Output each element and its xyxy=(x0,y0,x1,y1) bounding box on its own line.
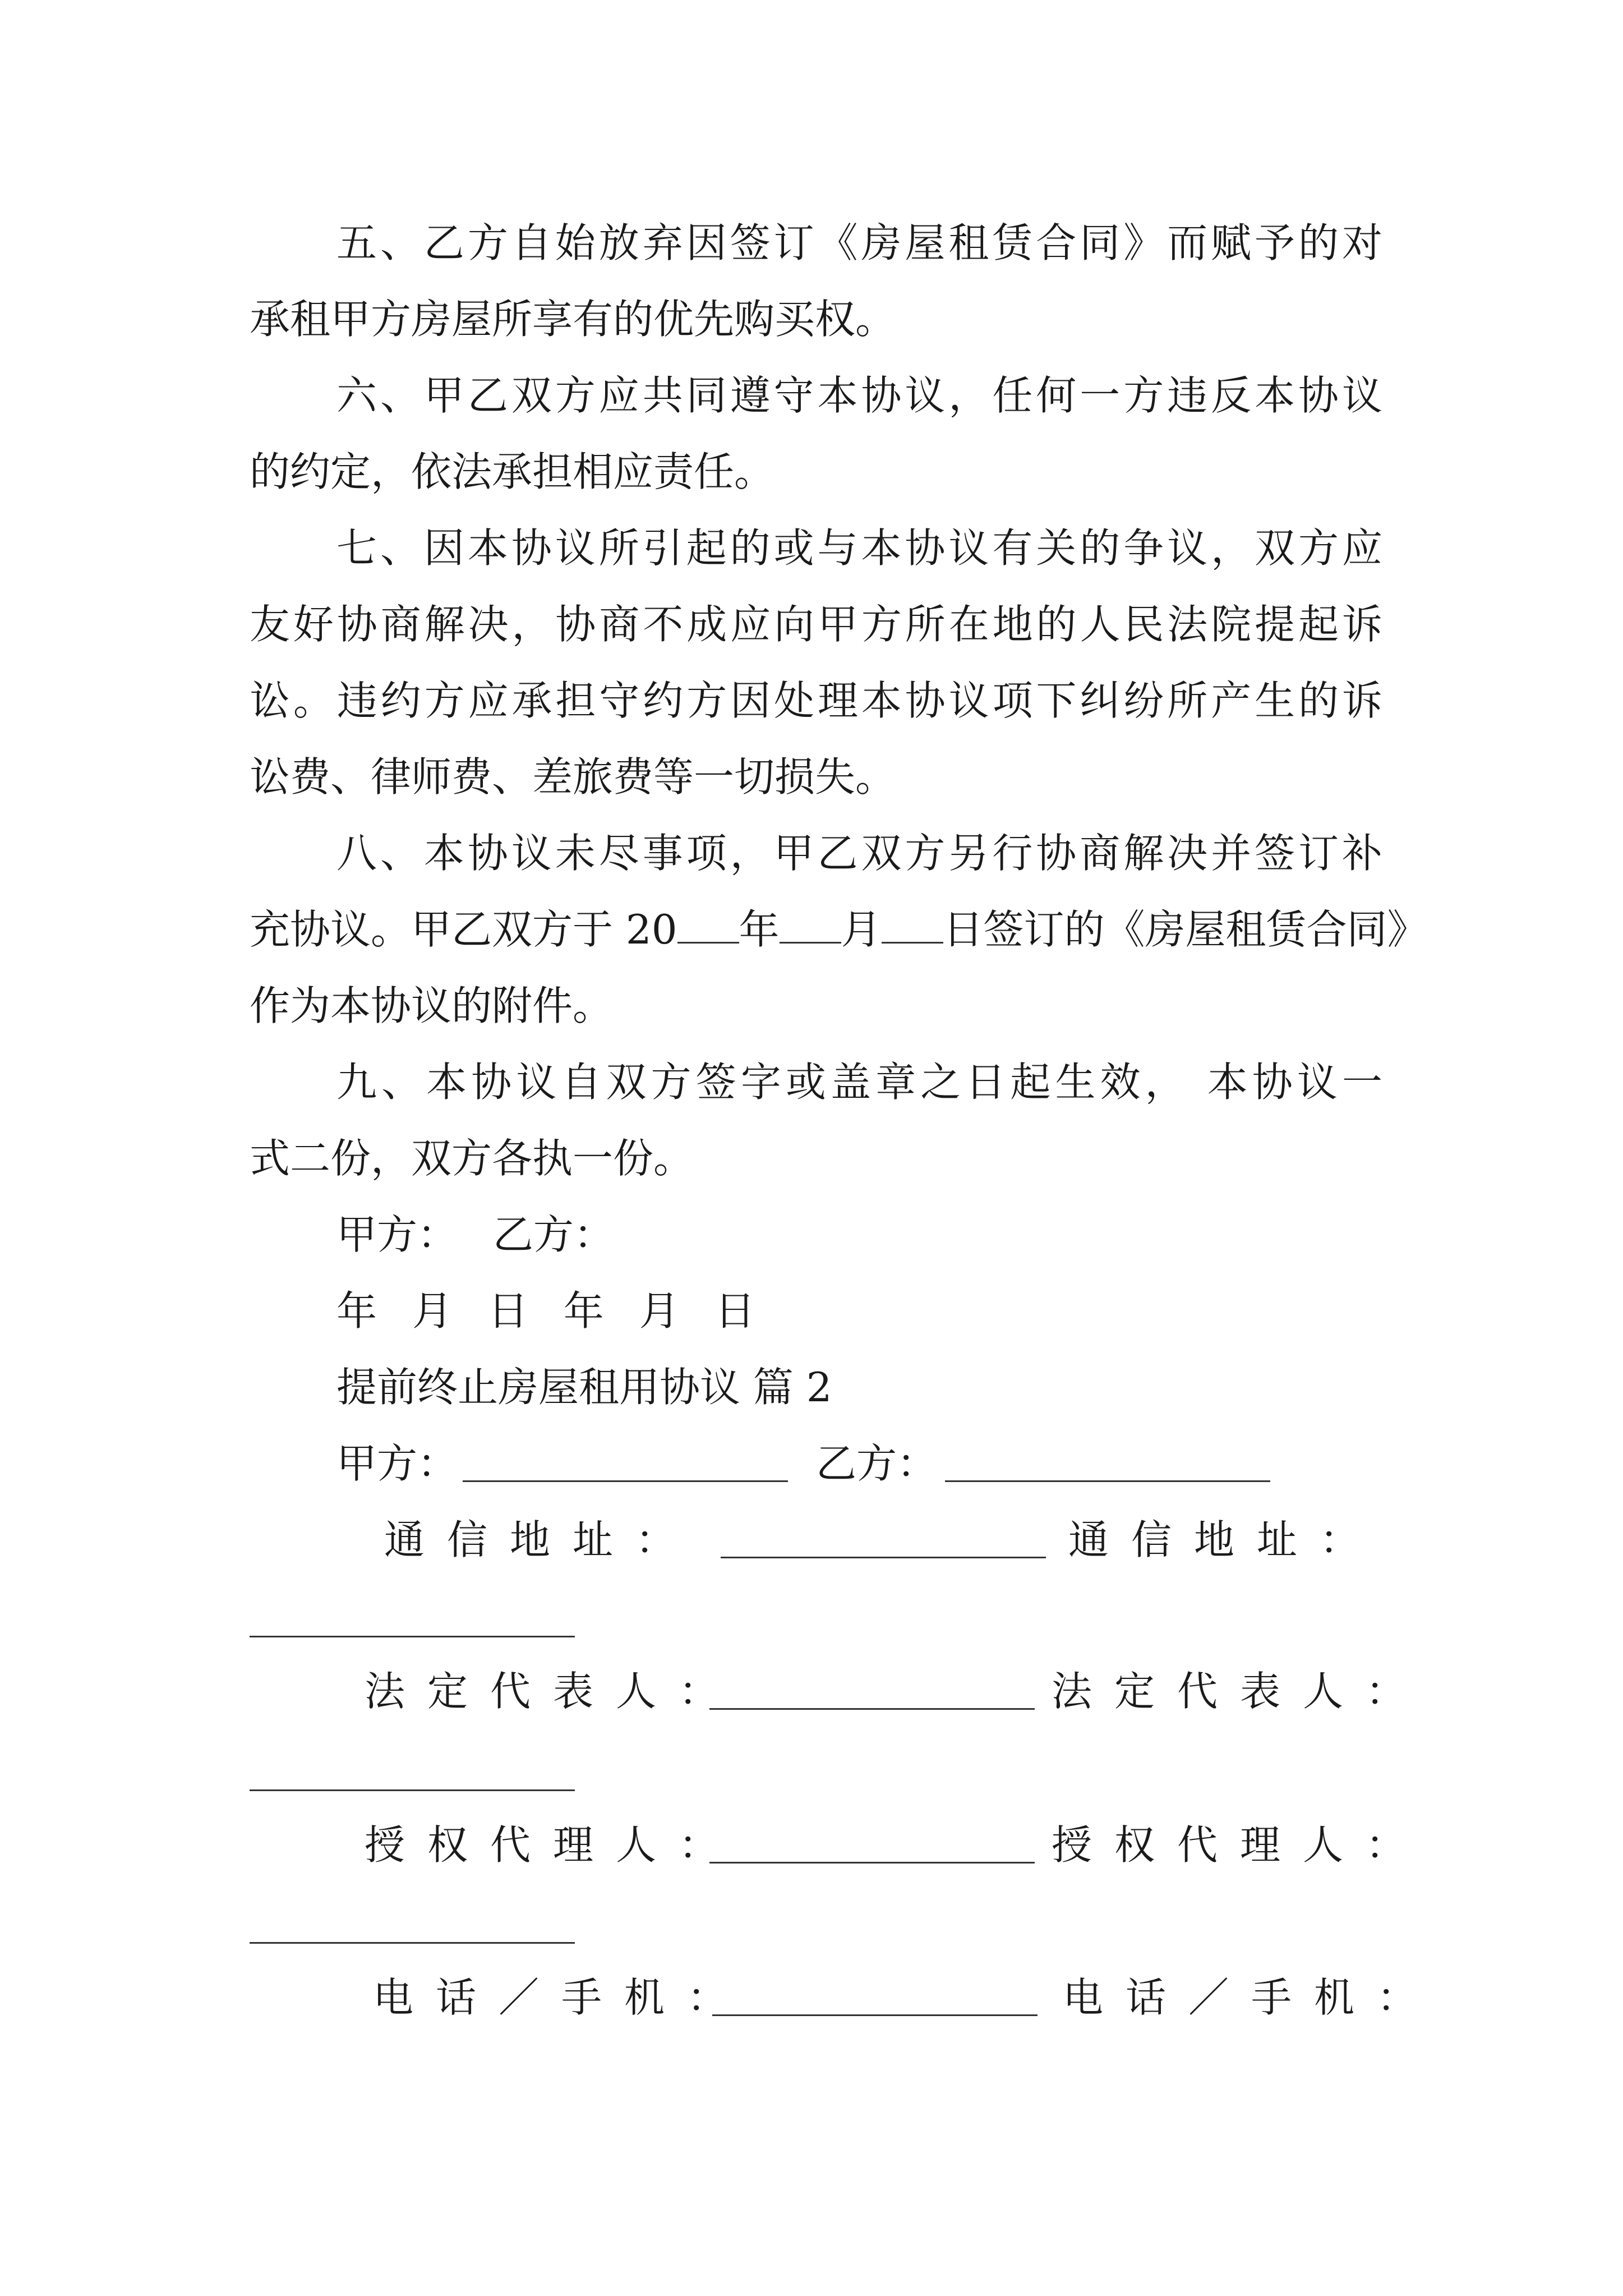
party-a-phone-label: 电话／手机： xyxy=(373,1974,750,2021)
party-b-legal-rep-blank xyxy=(250,1789,575,1791)
paragraph-7-line-2: 友好协商解决，协商不成应向甲方所在地的人民法院提起诉 xyxy=(250,601,1382,648)
paragraph-7-line-3: 讼。违约方应承担守约方因处理本协议项下纠纷所产生的诉 xyxy=(250,677,1382,724)
paragraph-8-text-a: 充协议。甲乙双方于 20 xyxy=(250,906,677,953)
paragraph-8-text-d: 日签订的《房屋租赁合同》 xyxy=(943,906,1428,953)
address-row xyxy=(250,1515,1382,1565)
party-a-agent-blank xyxy=(709,1820,1035,1864)
agent-row xyxy=(250,1820,1429,1870)
section-2-parties-row xyxy=(250,1438,1382,1489)
paragraph-6-line-1: 六、甲乙双方应共同遵守本协议，任何一方违反本协议 xyxy=(336,372,1382,419)
paragraph-8-line-1: 八、本协议未尽事项，甲乙双方另行协商解决并签订补 xyxy=(336,830,1382,877)
phone-row xyxy=(250,1972,1440,2023)
party-b-address-label: 通信地址： xyxy=(1068,1516,1383,1563)
party-a-legal-rep-blank xyxy=(709,1666,1035,1710)
date-a-day: 日 xyxy=(487,1287,528,1335)
party-b-agent-label: 授权代理人： xyxy=(1052,1821,1429,1869)
paragraph-5-line-1: 五、乙方自始放弃因签订《房屋租赁合同》而赋予的对 xyxy=(336,219,1382,266)
party-b-label: 乙方： xyxy=(492,1211,614,1258)
party-b-phone-label: 电话／手机： xyxy=(1063,1974,1440,2021)
legal-rep-row xyxy=(250,1666,1429,1717)
party-a-address-blank xyxy=(721,1515,1046,1558)
date-b-day: 日 xyxy=(714,1287,755,1335)
section-2-party-b-label: 乙方： xyxy=(816,1440,938,1487)
party-a-legal-rep-label: 法定代表人： xyxy=(365,1668,742,1715)
month-blank xyxy=(780,907,841,944)
paragraph-5-line-2: 承租甲方房屋所享有的优先购买权。 xyxy=(250,296,896,343)
date-a-year: 年 xyxy=(336,1287,377,1335)
party-a-address-label: 通信地址： xyxy=(384,1516,699,1563)
party-a-phone-blank xyxy=(712,1972,1038,2016)
section-2-party-a-label: 甲方： xyxy=(336,1440,458,1487)
year-blank xyxy=(677,907,739,944)
party-a-blank xyxy=(463,1438,788,1482)
party-b-blank xyxy=(945,1438,1270,1482)
paragraph-8-text-c: 月 xyxy=(841,906,882,953)
signature-dates xyxy=(336,1286,778,1336)
paragraph-9-line-2: 式二份，双方各执一份。 xyxy=(250,1135,694,1182)
paragraph-6-line-2: 的约定，依法承担相应责任。 xyxy=(250,448,775,495)
party-b-legal-rep-label: 法定代表人： xyxy=(1052,1668,1429,1715)
paragraph-8-line-3: 作为本协议的附件。 xyxy=(250,982,614,1029)
party-a-agent-label: 授权代理人： xyxy=(365,1821,742,1869)
paragraph-8-line-2 xyxy=(250,904,1428,955)
date-a-month: 月 xyxy=(412,1287,453,1335)
signature-parties xyxy=(336,1209,637,1260)
date-b-year: 年 xyxy=(563,1287,604,1335)
paragraph-7-line-1: 七、因本协议所引起的或与本协议有关的争议，双方应 xyxy=(336,524,1382,572)
day-blank xyxy=(882,907,943,944)
paragraph-8-text-b: 年 xyxy=(739,906,780,953)
party-b-agent-blank xyxy=(250,1942,575,1944)
paragraph-9-line-1: 九、本协议自双方签字或盖章之日起生效， 本协议一 xyxy=(336,1059,1382,1106)
section-2-title: 提前终止房屋租用协议 篇 2 xyxy=(336,1364,832,1411)
party-a-label: 甲方： xyxy=(336,1211,458,1258)
paragraph-7-line-4: 讼费、律师费、差旅费等一切损失。 xyxy=(250,753,896,800)
date-b-month: 月 xyxy=(639,1287,680,1335)
party-b-address-blank xyxy=(250,1636,575,1637)
